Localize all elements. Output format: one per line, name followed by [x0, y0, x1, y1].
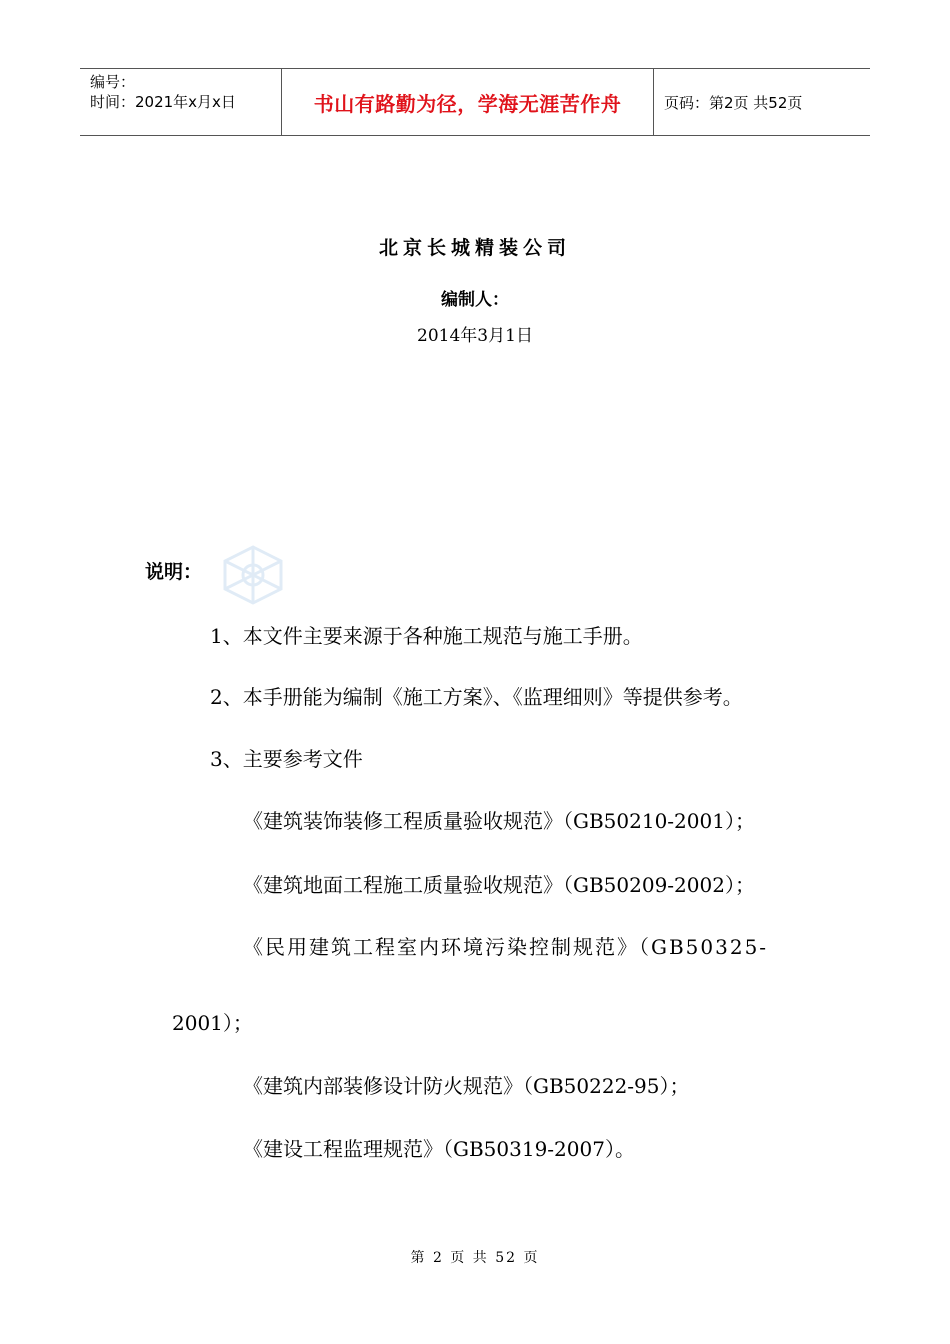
- header-motto-cell: [281, 69, 654, 135]
- reference-2: 《建筑地面工程施工质量验收规范》（GB50209-2002）；: [243, 873, 755, 897]
- editor-label: 编制人：: [441, 290, 509, 310]
- reference-3-line-1: 《民用建筑工程室内环境污染控制规范》（GB50325-: [243, 935, 769, 959]
- reference-4: 《建筑内部装修设计防火规范》（GB50222-95）；: [243, 1074, 690, 1098]
- note-item-1: 1、本文件主要来源于各种施工规范与施工手册。: [210, 624, 643, 648]
- page-info: 页码：第2页 共52页: [664, 93, 803, 112]
- header-page-cell: [654, 69, 870, 135]
- time-label: 时间：2021年x月x日: [90, 93, 236, 111]
- header-meta-cell: [80, 69, 281, 135]
- snowflake-watermark-icon: [218, 543, 288, 607]
- note-item-2: 2、本手册能为编制《施工方案》、《监理细则》等提供参考。: [210, 685, 743, 709]
- document-header: [80, 68, 870, 136]
- note-item-3: 3、主要参考文件: [210, 747, 363, 771]
- notes-heading: 说明：: [145, 561, 203, 583]
- page-footer: 第 2 页 共 52 页: [410, 1250, 540, 1266]
- number-label: 编号：: [90, 73, 136, 91]
- company-title: 北京长城精装公司: [378, 237, 571, 259]
- reference-3-line-2: 2001）；: [172, 1011, 253, 1035]
- reference-5: 《建设工程监理规范》（GB50319-2007）。: [243, 1137, 635, 1161]
- motto-text: 书山有路勤为径，学海无涯苦作舟: [313, 91, 622, 116]
- reference-1: 《建筑装饰装修工程质量验收规范》（GB50210-2001）；: [243, 809, 755, 833]
- document-date: 2014年3月1日: [417, 326, 533, 346]
